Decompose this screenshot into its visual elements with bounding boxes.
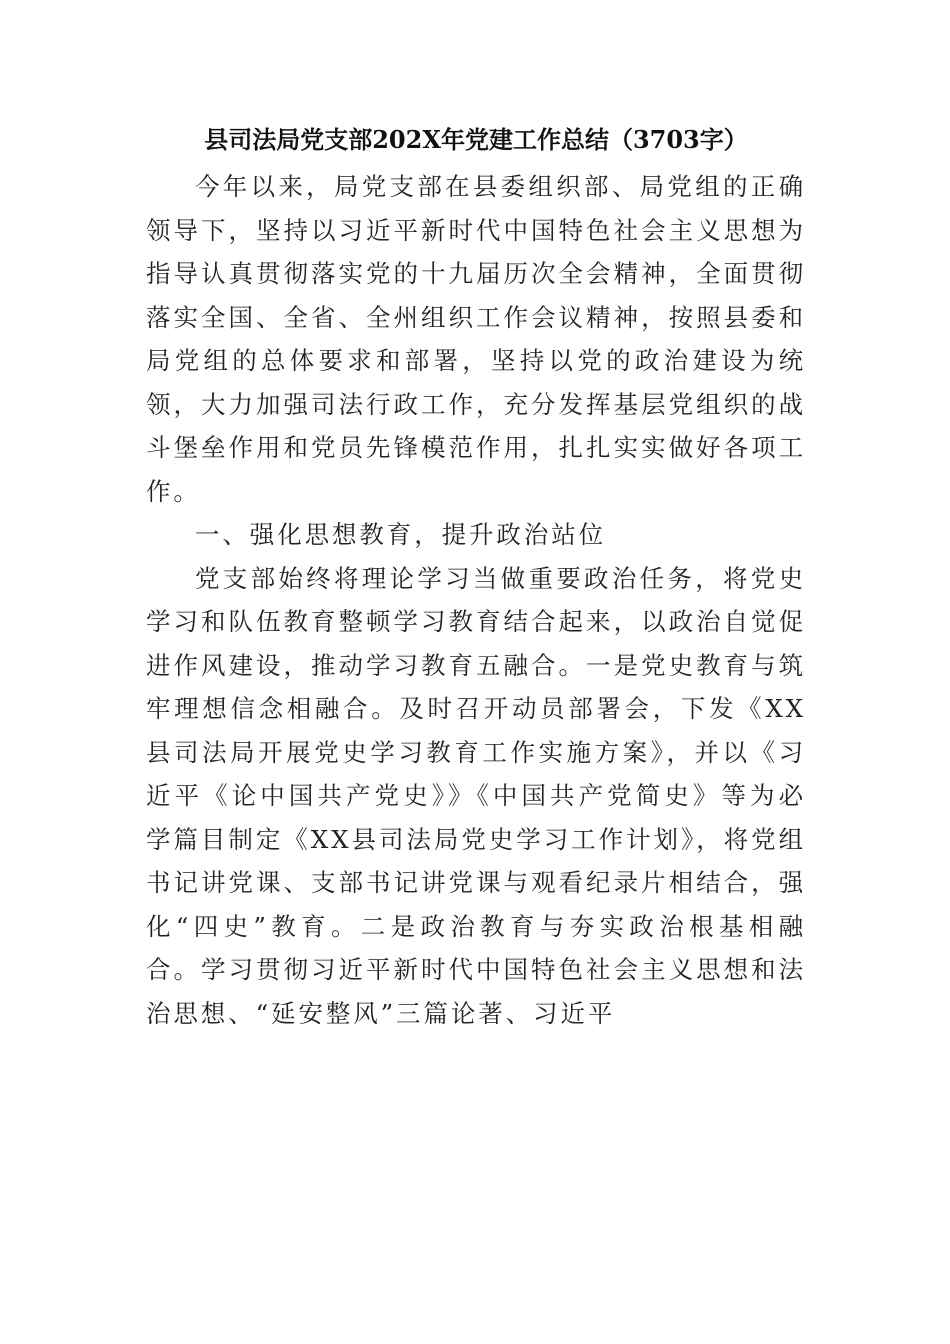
intro-paragraph: 今年以来，局党支部在县委组织部、局党组的正确领导下，坚持以习近平新时代中国特色社会主义思想为指导认真贯彻落实党的十九届历次全会精神，全面贯彻落实全国、全省、全州组织工作会议精神，按照县委和局党组的总体要求和部署，坚持以党的政治建设为统领，大力加强司法行政工作，充分发挥基层党组织的战斗堡垒作用和党员先锋模范作用，扎扎实实做好各项工作。 xyxy=(146,172,806,506)
document-body xyxy=(146,165,806,1035)
section-paragraph: 党支部始终将理论学习当做重要政治任务，将党史学习和队伍教育整顿学习教育结合起来，以政治自觉促进作风建设，推动学习教育五融合。一是党史教育与筑牢理想信念相融合。及时召开动员部署会，下发《XX县司法局开展党史学习教育工作实施方案》，并以《习近平《论中国共产党史》》《中国共产党简史》等为必学篇目制定《XX县司法局党史学习工作计划》，将党组书记讲党课、支部书记讲党课与观看纪录片相结合，强化“四史”教育。二是政治教育与夯实政治根基相融合。学习贯彻习近平新时代中国特色社会主义思想和法治思想、“延安整风”三篇论著、习近平 xyxy=(146,563,806,1028)
section-heading: 一、强化思想教育，提升政治站位 xyxy=(195,520,606,549)
document-title: 县司法局党支部202X年党建工作总结（3703字） xyxy=(204,125,748,154)
